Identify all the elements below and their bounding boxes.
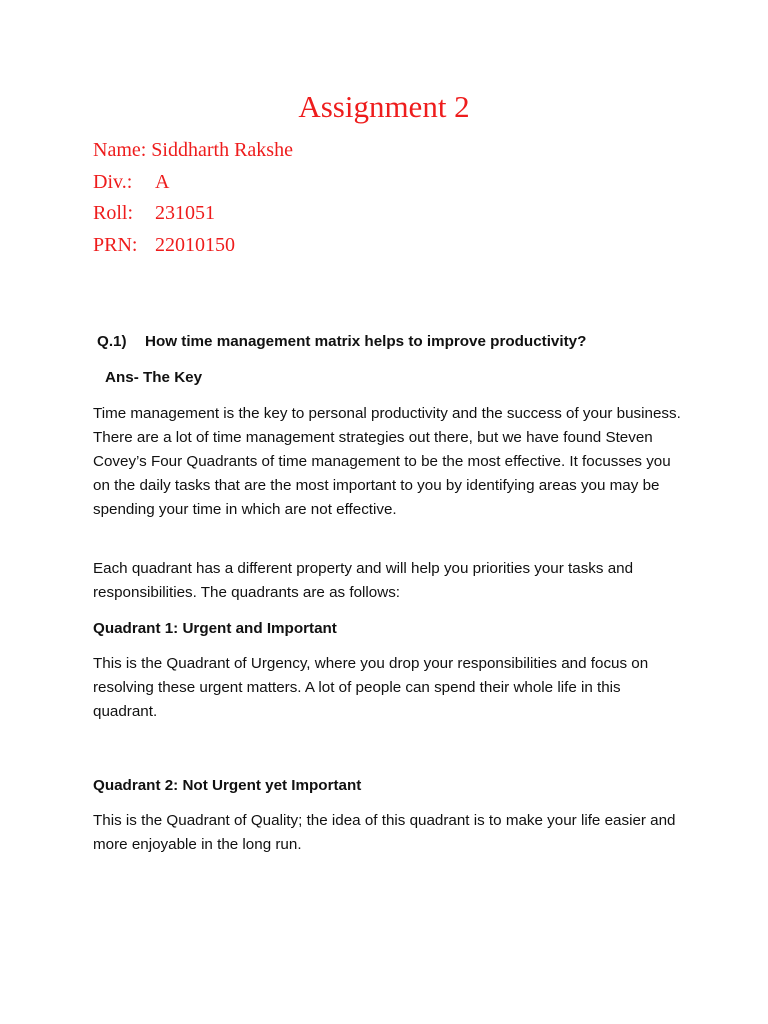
div-label: Div.: (93, 170, 133, 193)
page-title: Assignment 2 (298, 89, 470, 124)
student-div-row (93, 167, 293, 199)
question (97, 330, 687, 354)
paragraph-intro: Time management is the key to personal productivity and the success of your business. There are a lot of time management strategies out there, but we have found Steven Covey’s Four Quadrants of time management to be the most effective. It focusses you on the daily tasks that are the most important to you by identifying areas you may be spending your time in which are not effective. (93, 405, 681, 518)
prn-value: 22010150 (155, 233, 235, 256)
paragraph-quadrants: Each quadrant has a different property and will help you priorities your tasks and responsibilities. The quadrants are as follows: (93, 560, 634, 601)
student-name: Name: Siddharth Rakshe (93, 139, 293, 161)
div-value: A (155, 170, 170, 193)
question-text: How time management matrix helps to improve productivity? (145, 333, 587, 350)
prn-label: PRN: (93, 233, 138, 256)
paragraph-quadrant-1: This is the Quadrant of Urgency, where you drop your responsibilities and focus on resolving these urgent matters. A lot of people can spend their whole life in this quadrant. (93, 655, 649, 720)
paragraph-quadrant-2: This is the Quadrant of Quality; the idea of this quadrant is to make your life easier and more enjoyable in the long run. (93, 812, 676, 853)
answer-heading: Ans- The Key (105, 369, 203, 386)
student-roll-row (93, 198, 293, 230)
roll-label: Roll: (93, 202, 134, 224)
question-number: Q.1) (97, 333, 127, 350)
quadrant-1-heading: Quadrant 1: Urgent and Important (93, 620, 337, 637)
student-prn-row (93, 230, 293, 262)
quadrant-2-heading: Quadrant 2: Not Urgent yet Important (93, 777, 362, 794)
student-info (93, 135, 293, 261)
roll-value: 231051 (155, 202, 215, 224)
